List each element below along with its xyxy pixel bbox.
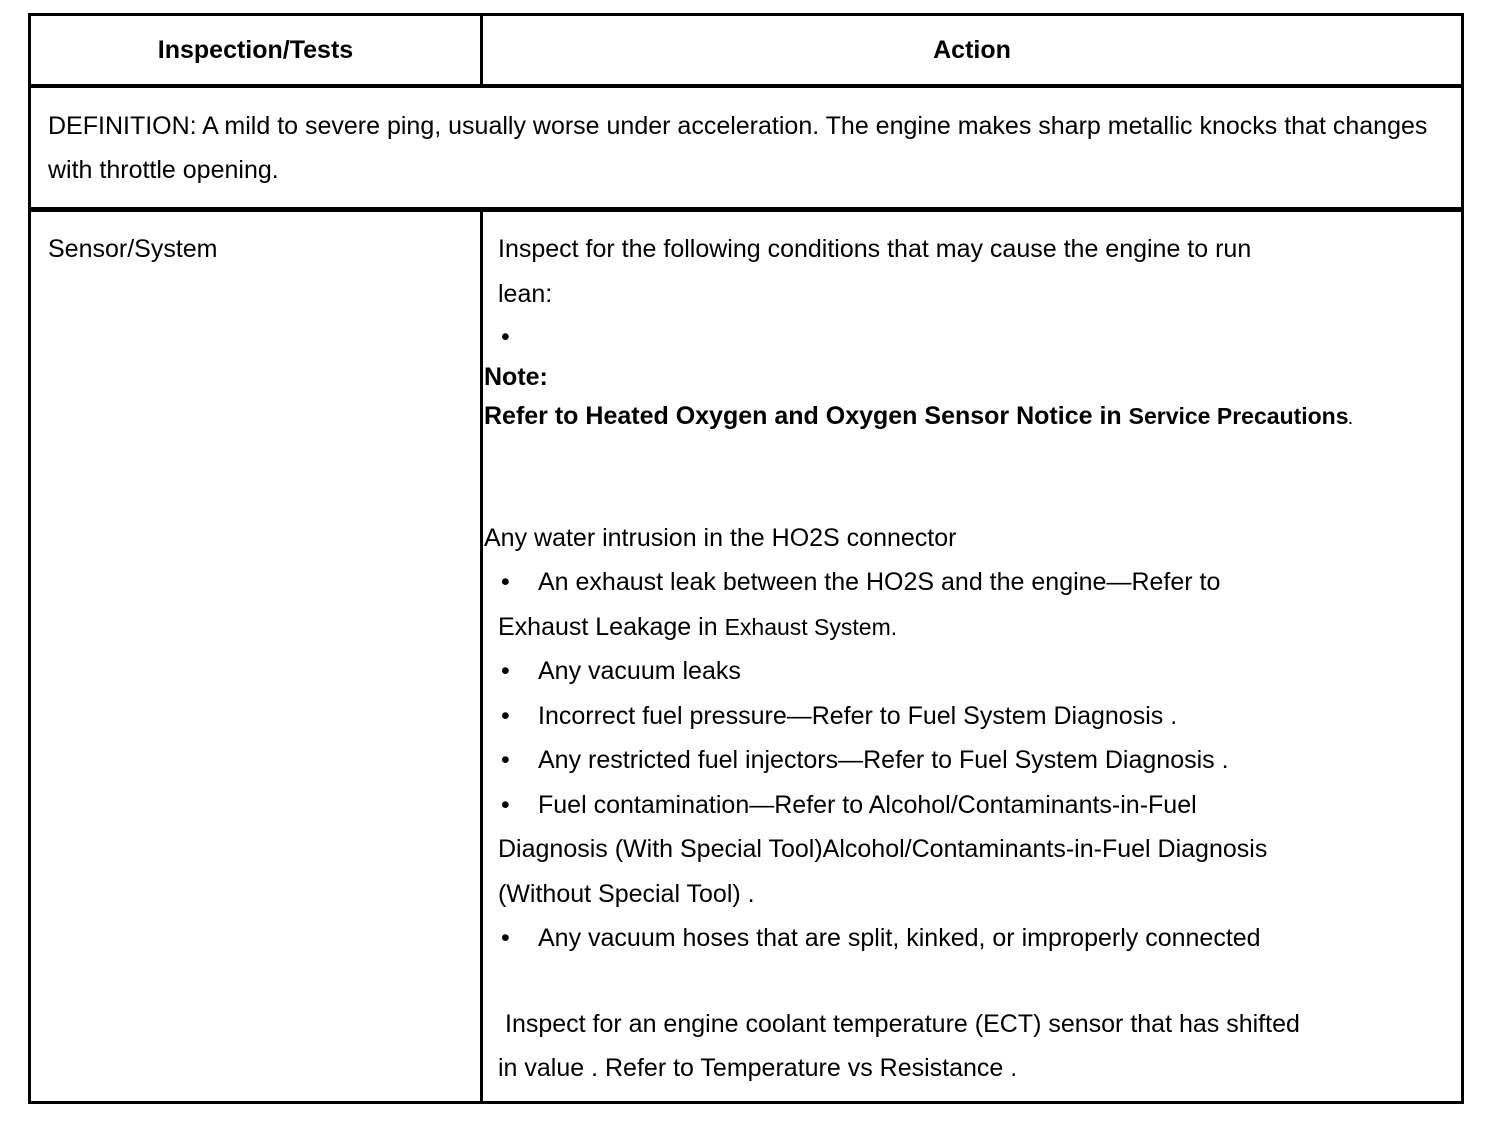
note-text (484, 401, 1352, 434)
header-inspection-tests: Inspection/Tests (157, 35, 354, 64)
fuel-contamination-line-3: (Without Special Tool) . (498, 880, 755, 908)
exhaust-system-link[interactable]: Exhaust System. (724, 614, 898, 640)
diagnostic-table (28, 13, 1464, 1104)
note-period: . (1348, 411, 1353, 427)
bullet-1: • (501, 568, 510, 596)
service-precautions-link[interactable]: Service Precautions (1128, 403, 1349, 429)
intro-line-1: Inspect for the following conditions that may cause the engine to run (498, 235, 1252, 263)
bullet-6: • (501, 924, 510, 952)
ect-line-1: Inspect for an engine coolant temperature (ECT) sensor that has shifted (505, 1010, 1300, 1038)
bullet-4: • (501, 746, 510, 774)
fuel-pressure-item: Incorrect fuel pressure—Refer to Fuel System Diagnosis . (538, 702, 1178, 730)
header-divider (31, 84, 1461, 88)
definition-text: DEFINITION: A mild to severe ping, usually worse under acceleration. The engine makes sharp metallic knocks that changes with throttle opening. (48, 112, 1428, 184)
note-label: Note: (484, 363, 548, 391)
test-sensor-system: Sensor/System (48, 235, 218, 263)
intro-line-2: lean: (498, 280, 553, 308)
fuel-contamination-line-2: Diagnosis (With Special Tool)Alcohol/Contaminants-in-Fuel Diagnosis (498, 835, 1268, 863)
header-action: Action (933, 35, 1011, 64)
vacuum-leaks-item: Any vacuum leaks (538, 657, 741, 685)
body-column-divider (480, 212, 483, 1101)
ect-line-2: in value . Refer to Temperature vs Resistance . (498, 1054, 1018, 1082)
exhaust-leak-line-2 (498, 612, 897, 642)
vacuum-hoses-item: Any vacuum hoses that are split, kinked, or improperly connected (538, 924, 1261, 952)
bullet-5: • (501, 791, 510, 819)
fuel-contamination-line-1: Fuel contamination—Refer to Alcohol/Contaminants-in-Fuel (538, 791, 1197, 819)
definition-divider (31, 207, 1461, 212)
exhaust-leak-line-1: An exhaust leak between the HO2S and the engine—Refer to (538, 568, 1221, 596)
empty-bullet: • (501, 323, 510, 351)
bullet-2: • (501, 657, 510, 685)
water-intrusion-item: Any water intrusion in the HO2S connector (484, 524, 957, 552)
exhaust-leakage-text: Exhaust Leakage in (498, 613, 718, 641)
note-text-main: Refer to Heated Oxygen and Oxygen Sensor Notice in (484, 402, 1122, 430)
restricted-injectors-item: Any restricted fuel injectors—Refer to Fuel System Diagnosis . (538, 746, 1229, 774)
bullet-3: • (501, 702, 510, 730)
